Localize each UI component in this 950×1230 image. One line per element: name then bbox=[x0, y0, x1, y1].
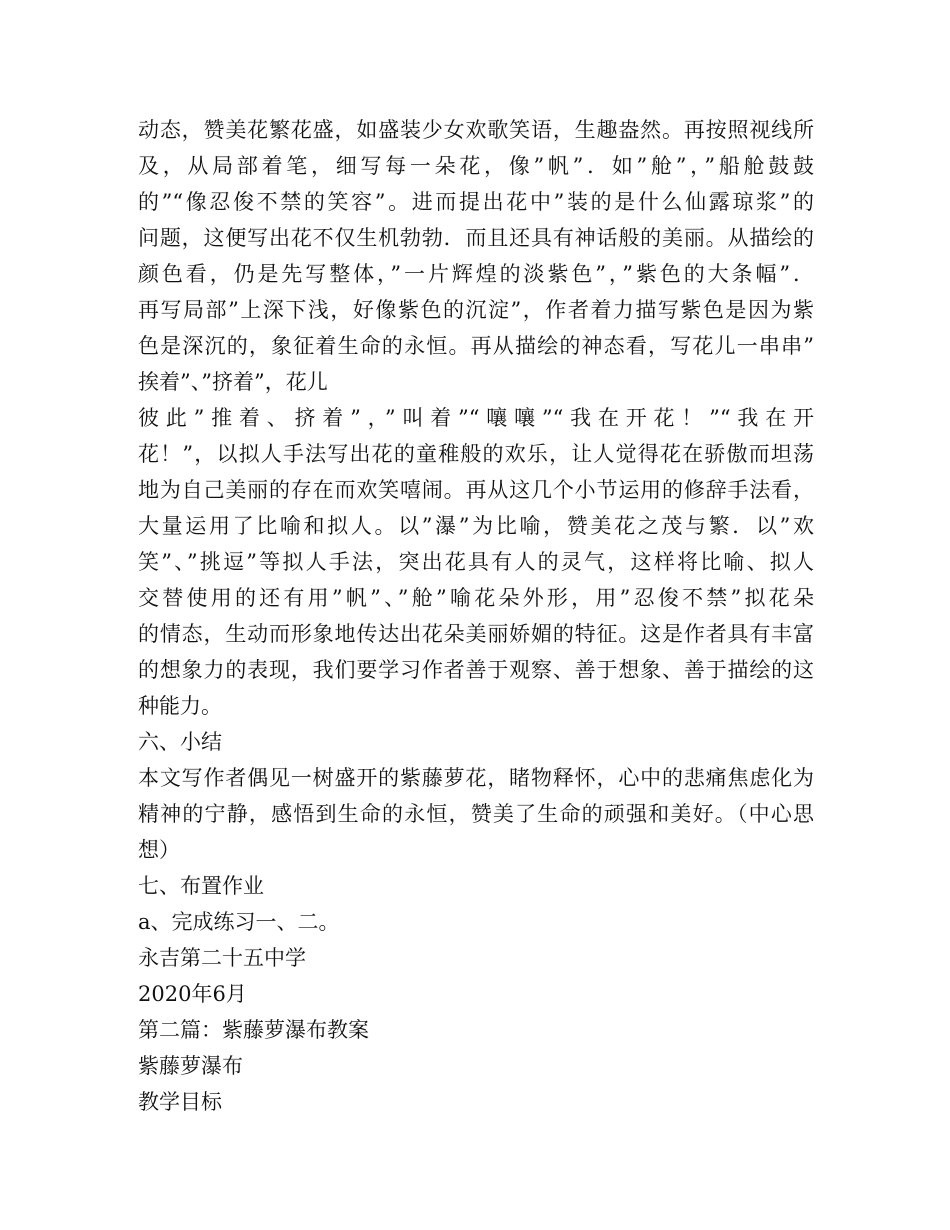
paragraph-line: 再写局部”上深下浅，好像紫色的沉淀”，作者着力描写紫色是因为紫 bbox=[138, 298, 814, 322]
paragraph-line: 大量运用了比喻和拟人。以”瀑”为比喻，赞美花之茂与繁．以”欢 bbox=[138, 514, 814, 538]
section-heading: 第二篇：紫藤萝瀑布教案 bbox=[138, 1018, 369, 1042]
paragraph-line: 精神的宁静，感悟到生命的永恒，赞美了生命的顽强和美好。（中心思 bbox=[138, 802, 814, 826]
paragraph-line: 种能力。 bbox=[138, 694, 222, 718]
paragraph-line: 动态，赞美花繁花盛，如盛装少女欢歌笑语，生趣盎然。再按照视线所 bbox=[138, 118, 814, 142]
paragraph-line: 花！”，以拟人手法写出花的童稚般的欢乐，让人觉得花在骄傲而坦荡 bbox=[138, 442, 814, 466]
paragraph-line: 地为自己美丽的存在而欢笑嘻闹。再从这几个小节运用的修辞手法看， bbox=[138, 478, 814, 502]
section-heading: 七、布置作业 bbox=[138, 874, 264, 898]
paragraph-line: 笑”、”挑逗”等拟人手法，突出花具有人的灵气，这样将比喻、拟人 bbox=[138, 550, 814, 574]
paragraph-line: 想） bbox=[138, 838, 180, 862]
paragraph-line: 的”“像忍俊不禁的笑容”。进而提出花中”装的是什么仙露琼浆”的 bbox=[138, 190, 814, 214]
date-line: 2020年6月 bbox=[138, 982, 247, 1006]
section-heading: 教学目标 bbox=[138, 1090, 222, 1114]
paragraph-line: 彼此”推着、挤着”，”叫着”“嚷嚷”“我在开花！”“我在开 bbox=[138, 406, 814, 430]
paragraph-line: 挨着”、”挤着”，花儿 bbox=[138, 370, 328, 394]
paragraph-line: 颜色看，仍是先写整体，”一片辉煌的淡紫色”，”紫色的大条幅”． bbox=[138, 262, 814, 286]
paragraph-line: 色是深沉的，象征着生命的永恒。再从描绘的神态看，写花儿一串串” bbox=[138, 334, 814, 358]
paragraph-line: 交替使用的还有用”帆”、”舱”喻花朵外形，用”忍俊不禁”拟花朵 bbox=[138, 586, 814, 610]
paragraph-line: 问题，这便写出花不仅生机勃勃．而且还具有神话般的美丽。从描绘的 bbox=[138, 226, 814, 250]
school-name: 永吉第二十五中学 bbox=[138, 946, 306, 970]
paragraph-line: 的情态，生动而形象地传达出花朵美丽娇媚的特征。这是作者具有丰富 bbox=[138, 622, 814, 646]
paragraph-line: 的想象力的表现，我们要学习作者善于观察、善于想象、善于描绘的这 bbox=[138, 658, 814, 682]
document-body bbox=[138, 112, 814, 1120]
paragraph-line: 及，从局部着笔，细写每一朵花，像”帆”．如”舱”，”船舱鼓鼓 bbox=[138, 154, 814, 178]
section-heading: 六、小结 bbox=[138, 730, 222, 754]
document-title: 紫藤萝瀑布 bbox=[138, 1054, 243, 1078]
paragraph-line: a、完成练习一、二。 bbox=[138, 910, 340, 934]
paragraph-line: 本文写作者偶见一树盛开的紫藤萝花，睹物释怀，心中的悲痛焦虑化为 bbox=[138, 766, 814, 790]
